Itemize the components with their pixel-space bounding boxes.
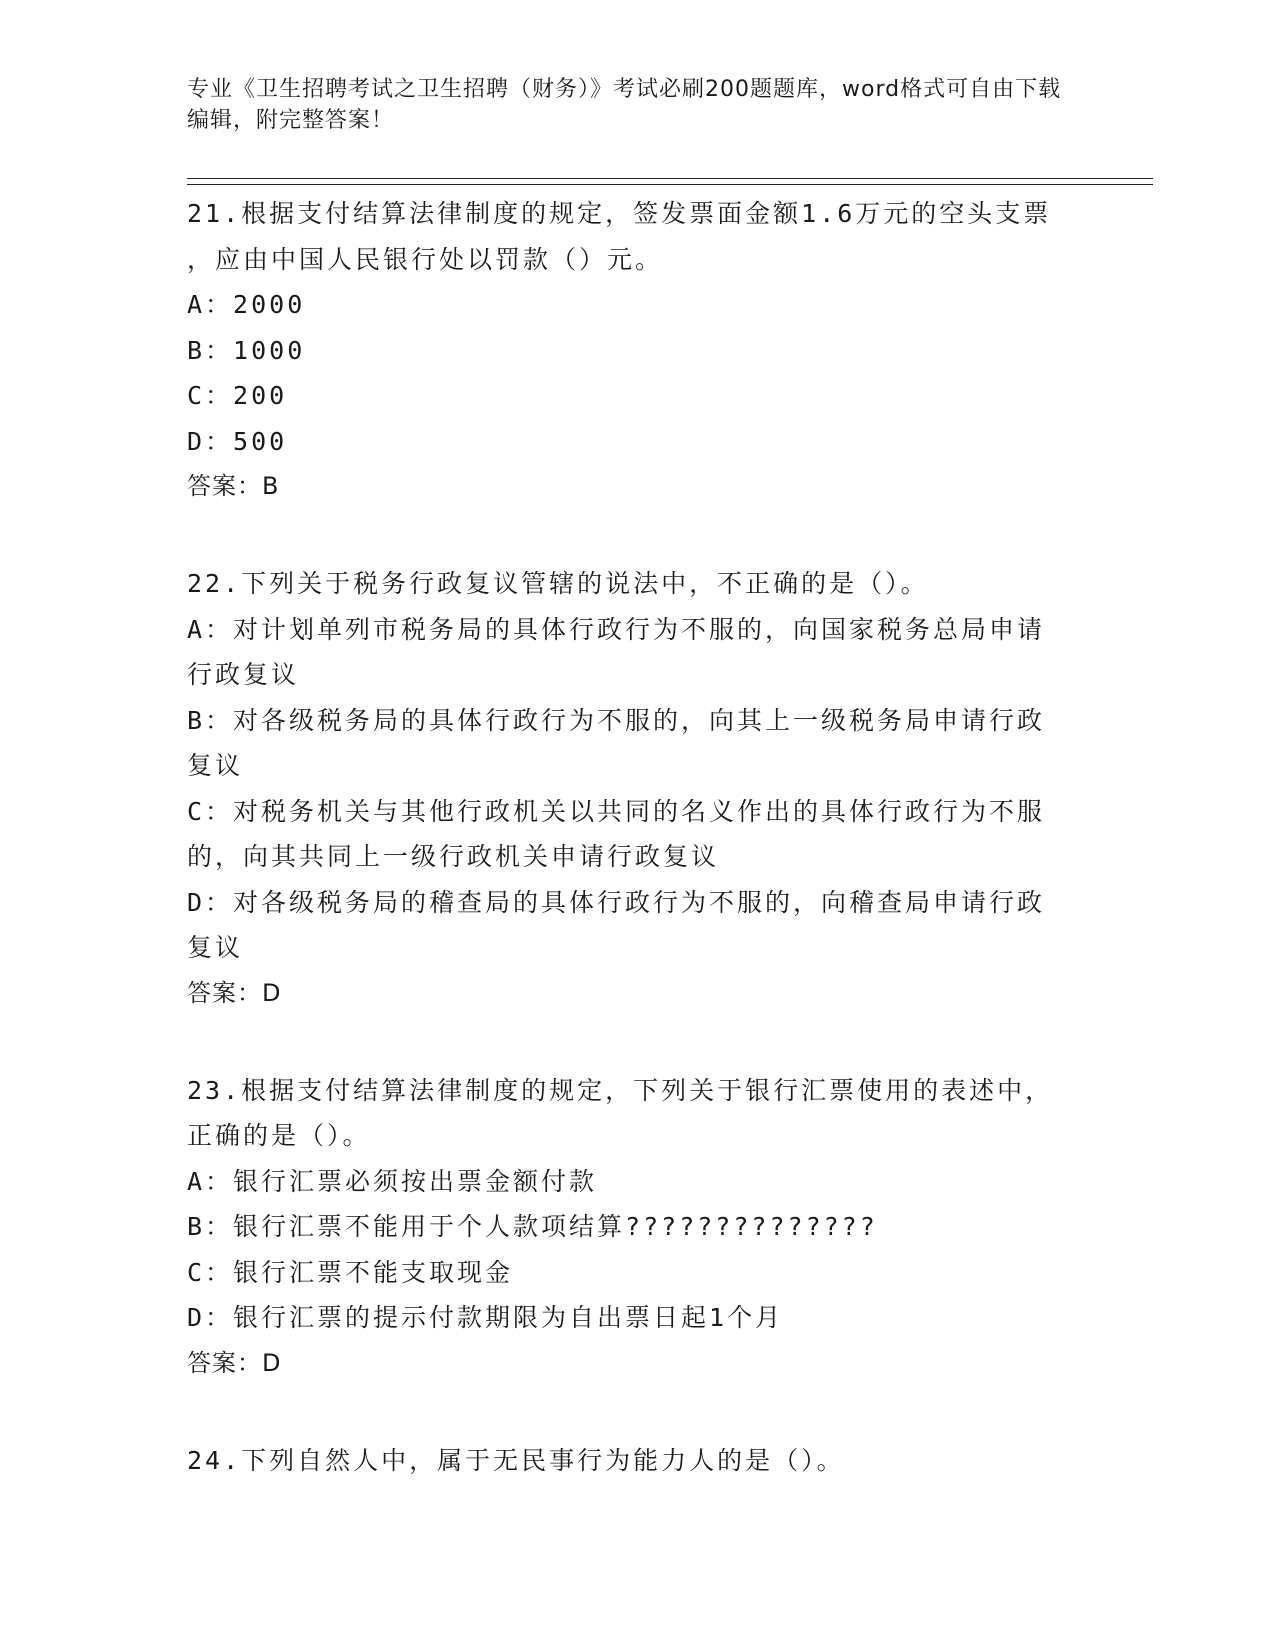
option-d: D：500 <box>187 426 288 456</box>
option-d: D：银行汇票的提示付款期限为自出票日起1个月 <box>187 1303 784 1332</box>
option-c: C：对税务机关与其他行政机关以共同的名义作出的具体行政行为不服 <box>187 796 1046 826</box>
answer-line: 答案：D <box>187 978 282 1007</box>
option-c-cont: 的，向其共同上一级行政机关申请行政复议 <box>187 842 720 871</box>
answer-line: 答案：B <box>187 472 280 500</box>
option-b: B：对各级税务局的具体行政行为不服的，向其上一级税务局申请行政 <box>187 705 1046 735</box>
question-stem: 24.下列自然人中，属于无民事行为能力人的是（）。 <box>187 1445 845 1475</box>
option-a: A：银行汇票必须按出票金额付款 <box>187 1166 598 1196</box>
question-stem: 22.下列关于税务行政复议管辖的说法中，不正确的是（）。 <box>187 569 929 598</box>
question-stem: 正确的是（）。 <box>187 1121 371 1150</box>
option-a: A：对计划单列市税务局的具体行政行为不服的，向国家税务总局申请 <box>187 614 1046 644</box>
question-stem: ，应由中国人民银行处以罚款（）元。 <box>187 244 664 274</box>
question-21 <box>187 191 1087 509</box>
option-d: D：对各级税务局的稽查局的具体行政行为不服的，向稽查局申请行政 <box>187 887 1046 917</box>
question-stem: 23.根据支付结算法律制度的规定，下列关于银行汇票使用的表述中， <box>187 1075 1054 1105</box>
option-a: A：2000 <box>187 290 306 319</box>
question-22 <box>187 561 1087 1016</box>
option-c: C：200 <box>187 381 288 410</box>
option-b-cont: 复议 <box>187 751 244 780</box>
question-24 <box>187 1438 1087 1484</box>
option-b: B：银行汇票不能用于个人款项结算?????????????? <box>187 1212 878 1241</box>
answer-line: 答案：D <box>187 1348 282 1377</box>
option-c: C：银行汇票不能支取现金 <box>187 1257 514 1287</box>
question-list <box>187 191 1087 1535</box>
header-rule-top <box>187 178 1153 179</box>
header-rule-bottom <box>187 184 1153 185</box>
page-header: 专业《卫生招聘考试之卫生招聘（财务）》考试必刷200题题库，word格式可自由下载编辑，附完整答案！ <box>187 77 1062 133</box>
option-a-cont: 行政复议 <box>187 660 300 689</box>
question-stem: 21.根据支付结算法律制度的规定，签发票面金额1.6万元的空头支票 <box>187 199 1052 228</box>
question-23 <box>187 1068 1087 1386</box>
option-b: B：1000 <box>187 335 306 365</box>
option-d-cont: 复议 <box>187 933 244 962</box>
